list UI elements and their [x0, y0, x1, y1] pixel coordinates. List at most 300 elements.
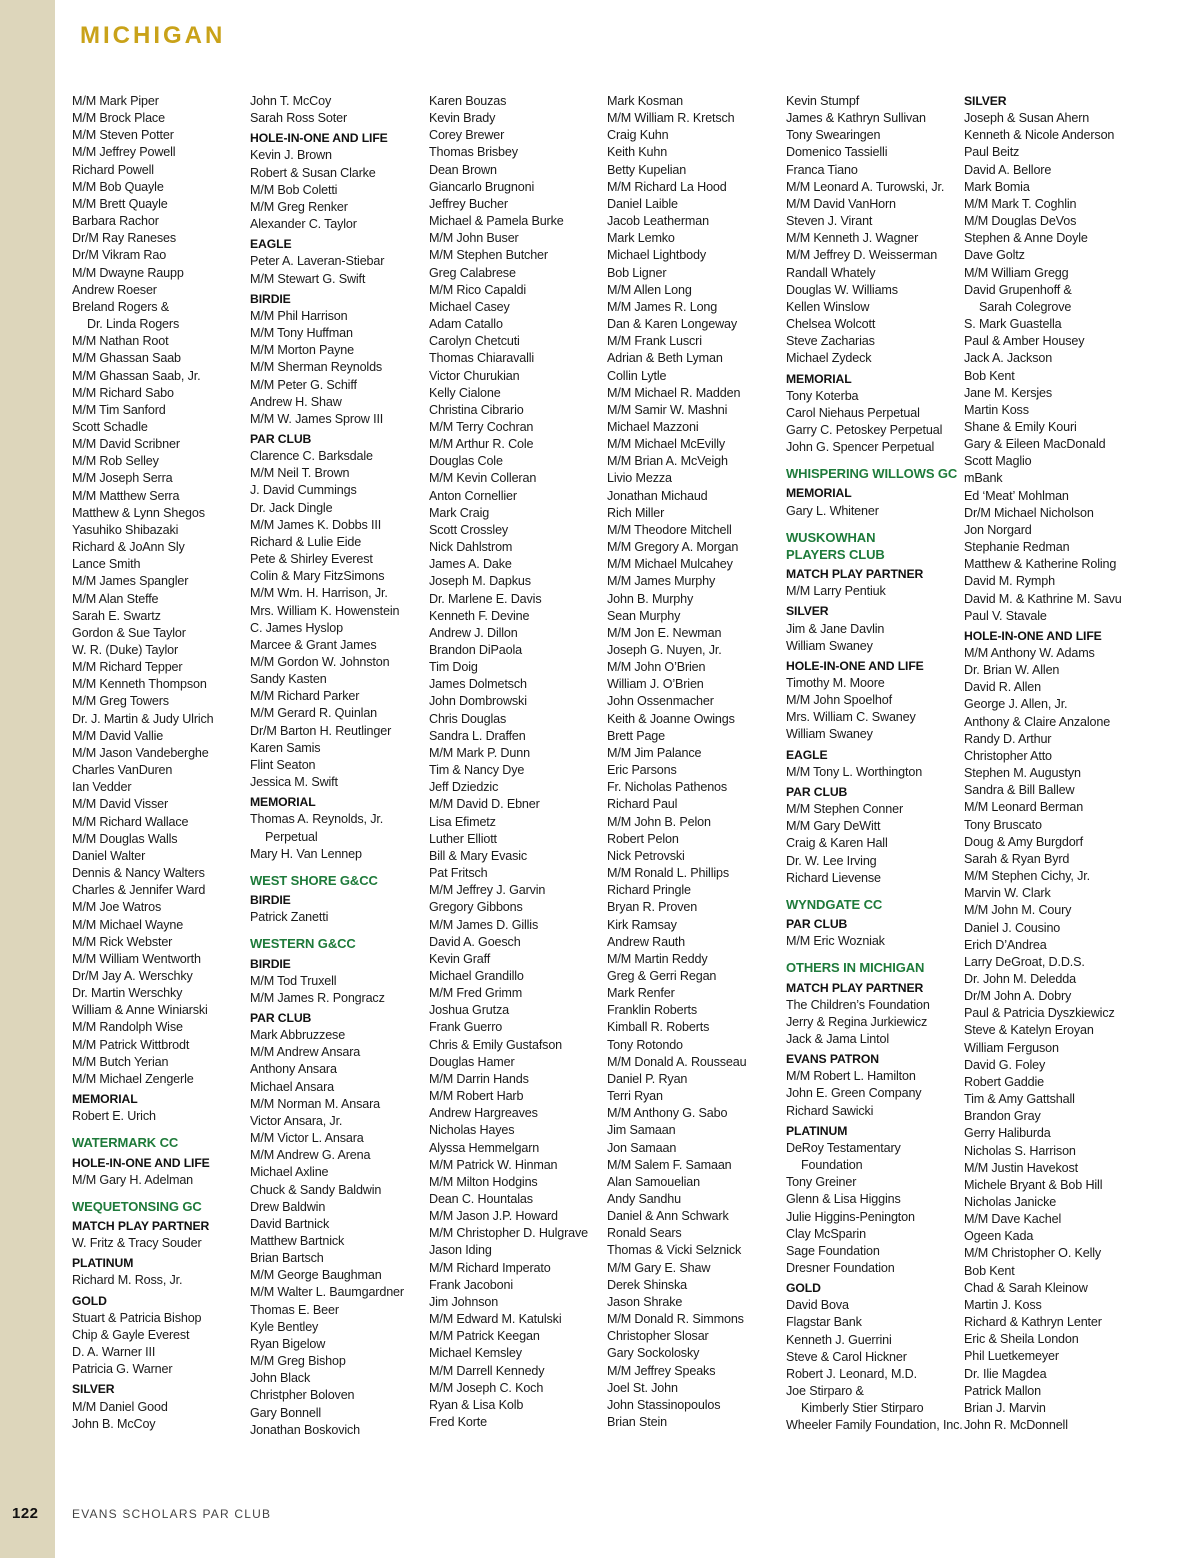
donor-name: Ed ‘Meat’ Mohlman [964, 488, 1069, 503]
donor-name: Dr. Marlene E. Davis [429, 591, 542, 606]
donor-name: Michael Kemsley [429, 1346, 522, 1361]
donor-name: Garry C. Petoskey Perpetual [786, 422, 943, 437]
donor-name: M/M Theodore Mitchell [607, 522, 732, 537]
donor-name: M/M Larry Pentiuk [786, 584, 886, 599]
donor-name: Lisa Efimetz [429, 814, 496, 829]
donor-name: Jeffrey Bucher [429, 196, 508, 211]
giving-level-heading: PLATINUM [786, 1123, 848, 1138]
donor-name: Matthew Bartnick [250, 1234, 345, 1248]
donor-name: Gregory Gibbons [429, 900, 523, 915]
donor-name: M/M Gerard R. Quinlan [250, 706, 378, 721]
donor-name: William Swaney [786, 638, 873, 653]
giving-level-heading: EAGLE [250, 237, 292, 252]
donor-name: Thomas Chiaravalli [429, 351, 535, 366]
giving-level-heading: SILVER [72, 1382, 115, 1397]
donor-name: Kenneth & Nicole Anderson [964, 128, 1115, 143]
donor-name: M/M Darrell Kennedy [429, 1363, 545, 1378]
donor-name: Glenn & Lisa Higgins [786, 1192, 901, 1207]
donor-name: Christopher Slosar [607, 1329, 709, 1344]
donor-name: Gary Bonnell [250, 1405, 322, 1420]
donor-name: Richard & Lulie Eide [250, 534, 362, 549]
donor-name: Ian Vedder [72, 780, 132, 795]
giving-level-heading: PAR CLUB [250, 1010, 312, 1025]
donor-name: Matthew & Katherine Roling [964, 557, 1117, 572]
donor-name-continued: Kimberly Stier Stirparo [801, 1401, 924, 1416]
donor-name: Thomas & Vicki Selznick [607, 1243, 742, 1258]
donor-name: Dr. Brian W. Allen [964, 663, 1060, 678]
donor-name: M/M Matthew Serra [72, 488, 180, 503]
donor-name: M/M Richard Sabo [72, 385, 174, 400]
donor-name: Nicholas Hayes [429, 1123, 515, 1138]
donor-name: James & Kathryn Sullivan [786, 111, 926, 126]
donor-name: M/M David VanHorn [786, 196, 896, 211]
donor-name: J. David Cummings [250, 483, 357, 498]
donor-name: Betty Kupelian [607, 162, 687, 177]
donor-name: Randall Whately [786, 265, 876, 280]
donor-name: Breland Rogers & [72, 299, 170, 314]
donor-name: Carolyn Chetcuti [429, 334, 520, 349]
donor-name: David M. Rymph [964, 574, 1055, 589]
donor-name: Pete & Shirley Everest [250, 552, 373, 567]
donor-name: Chris & Emily Gustafson [429, 1037, 563, 1052]
donor-name: Mark Craig [429, 505, 490, 520]
donor-name: Anthony & Claire Anzalone [964, 714, 1111, 729]
column-5 [786, 93, 962, 1435]
donor-name: Dr/M Jay A. Werschky [72, 968, 193, 983]
donor-name: Jacob Leatherman [607, 214, 709, 229]
donor-name: Flagstar Bank [786, 1315, 862, 1330]
donor-name: Dr/M John A. Dobry [964, 989, 1072, 1004]
donor-name: M/M Ghassan Saab [72, 351, 181, 366]
donor-name: Michael & Pamela Burke [429, 214, 564, 229]
giving-level-heading: BIRDIE [250, 893, 291, 908]
giving-level-heading: PLATINUM [72, 1256, 134, 1271]
donor-name: Daniel & Ann Schwark [607, 1209, 729, 1224]
donor-name: Tony Rotondo [607, 1037, 683, 1052]
donor-name: Sean Murphy [607, 608, 681, 623]
giving-level-heading: MEMORIAL [250, 795, 316, 810]
donor-name: John G. Spencer Perpetual [786, 440, 935, 455]
donor-name: Mark Kosman [607, 94, 684, 108]
club-heading: WYNDGATE CC [786, 896, 883, 912]
donor-name: Thomas A. Reynolds, Jr. [250, 812, 384, 827]
donor-name: Domenico Tassielli [786, 145, 888, 160]
donor-name: M/M Douglas Walls [72, 831, 178, 846]
donor-name: M/M Greg Towers [72, 694, 169, 709]
donor-name: M/M Tod Truxell [250, 973, 337, 988]
donor-name: M/M Greg Bishop [250, 1354, 346, 1369]
donor-name: M/M Andrew G. Arena [250, 1148, 371, 1163]
donor-name: M/M Donald R. Simmons [607, 1312, 744, 1327]
donor-name: M/M Donald A. Rousseau [607, 1054, 747, 1069]
club-heading: WUSKOWHAN [786, 529, 876, 545]
donor-name: Chip & Gayle Everest [72, 1327, 190, 1342]
donor-name: M/M Bob Quayle [72, 179, 164, 194]
donor-name: M/M Michael R. Madden [607, 385, 741, 400]
donor-name: M/M Christopher O. Kelly [964, 1246, 1102, 1261]
donor-name: Jim Samaan [607, 1123, 676, 1138]
donor-name: Tony Swearingen [786, 128, 881, 143]
donor-name: M/M Gary H. Adelman [72, 1172, 194, 1187]
donor-name: S. Mark Guastella [964, 317, 1062, 332]
donor-name: Nicholas Janicke [964, 1195, 1057, 1209]
donor-name: Michele Bryant & Bob Hill [964, 1177, 1103, 1192]
donor-name: mBank [964, 471, 1003, 486]
donor-name: Doug & Amy Burgdorf [964, 834, 1083, 849]
donor-name: William Swaney [786, 727, 873, 742]
donor-name: Giancarlo Brugnoni [429, 179, 535, 194]
donor-name: M/M Gregory A. Morgan [607, 540, 739, 555]
donor-name: Jack & Jama Lintol [786, 1031, 889, 1046]
donor-name: M/M Darrin Hands [429, 1071, 529, 1086]
donor-name: Dr. Ilie Magdea [964, 1366, 1047, 1381]
donor-name: Richard Paul [607, 797, 678, 812]
donor-name: Christina Cibrario [429, 402, 524, 417]
donor-name: Richard Sawicki [786, 1103, 874, 1118]
giving-level-heading: GOLD [72, 1293, 107, 1308]
donor-name: M/M William Wentworth [72, 951, 201, 966]
giving-level-heading: MEMORIAL [786, 486, 852, 501]
donor-name: M/M Tony Huffman [250, 326, 353, 341]
donor-name: Brett Page [607, 728, 666, 743]
donor-name: Franklin Roberts [607, 1003, 697, 1018]
donor-name: Robert J. Leonard, M.D. [786, 1366, 917, 1381]
donor-name: Nicholas S. Harrison [964, 1143, 1076, 1158]
donor-name: M/M Leonard Berman [964, 800, 1084, 815]
donor-name: Yasuhiko Shibazaki [72, 522, 179, 537]
donor-name: M/M Martin Reddy [607, 951, 708, 966]
donor-name: Brian Stein [607, 1415, 667, 1430]
donor-name: David M. & Kathrine M. Savu [964, 591, 1122, 606]
donor-name: M/M Leonard A. Turowski, Jr. [786, 179, 945, 194]
donor-name: M/M Jon E. Newman [607, 625, 722, 640]
donor-name: Richard M. Ross, Jr. [72, 1273, 183, 1288]
donor-name: Charles & Jennifer Ward [72, 883, 206, 898]
donor-name: Stephen & Anne Doyle [964, 231, 1088, 246]
donor-name: M/M Wm. H. Harrison, Jr. [250, 586, 388, 601]
donor-name: DeRoy Testamentary [786, 1140, 901, 1155]
donor-name: Michael Zydeck [786, 351, 872, 366]
donor-name: William Ferguson [964, 1040, 1059, 1055]
donor-name: Dennis & Nancy Walters [72, 866, 205, 881]
donor-name: Mary H. Van Lennep [250, 846, 362, 861]
donor-name: M/M Stephen Conner [786, 802, 904, 817]
donor-name: Stephen M. Augustyn [964, 766, 1081, 781]
donor-name: Gordon & Sue Taylor [72, 625, 186, 640]
donor-name: Kevin Brady [429, 111, 496, 126]
donor-name: M/M David Visser [72, 797, 169, 812]
donor-name: Kimball R. Roberts [607, 1020, 710, 1035]
donor-name: Joshua Grutza [429, 1003, 509, 1018]
giving-level-heading: HOLE-IN-ONE AND LIFE [72, 1155, 210, 1170]
donor-name: M/M Tony L. Worthington [786, 764, 923, 779]
donor-name: Ryan & Lisa Kolb [429, 1397, 524, 1412]
donor-name: M/M Jeffrey Speaks [607, 1363, 716, 1378]
donor-name: Charles VanDuren [72, 763, 173, 778]
donor-name: Tony Greiner [786, 1175, 857, 1190]
donor-name: Kevin Graff [429, 951, 491, 966]
donor-name: M/M Bob Coletti [250, 182, 338, 197]
donor-name: Sandra L. Draffen [429, 728, 526, 743]
donor-name: Franca Tiano [786, 162, 858, 177]
donor-name: M/M Fred Grimm [429, 986, 523, 1001]
donor-name: M/M Tim Sanford [72, 402, 166, 417]
donor-name: Robert E. Urich [72, 1109, 156, 1124]
donor-name: Robert Gaddie [964, 1074, 1044, 1089]
donor-name: Keith & Joanne Owings [607, 711, 735, 726]
donor-name: Kenneth J. Guerrini [786, 1332, 892, 1347]
donor-name: Gary L. Whitener [786, 503, 879, 518]
donor-name: Steve & Katelyn Eroyan [964, 1023, 1094, 1038]
donor-name: M/M Richard Imperato [429, 1260, 551, 1275]
donor-name: Patrick Mallon [964, 1383, 1041, 1398]
donor-name: Marcee & Grant James [250, 637, 377, 652]
donor-name: Luther Elliott [429, 831, 497, 846]
donor-name: Bob Ligner [607, 265, 667, 280]
donor-name: Sarah Ross Soter [250, 111, 347, 126]
donor-name: M/M Terry Cochran [429, 419, 534, 434]
donor-name: Derek Shinska [607, 1277, 687, 1292]
donor-name: Frank Guerro [429, 1020, 503, 1035]
giving-level-heading: MATCH PLAY PARTNER [786, 980, 924, 995]
donor-name: M/M Edward M. Katulski [429, 1312, 562, 1327]
donor-name: M/M William Gregg [964, 265, 1069, 280]
left-margin-stripe [0, 0, 55, 1558]
donor-name: M/M Jason Vandeberghe [72, 745, 209, 760]
donor-name: M/M James Spangler [72, 574, 189, 589]
donor-name: Erich D’Andrea [964, 937, 1047, 952]
donor-name: Jim & Jane Davlin [786, 621, 885, 636]
donor-name: Frank Jacoboni [429, 1277, 514, 1292]
donor-name: James A. Dake [429, 557, 512, 572]
donor-name: Daniel P. Ryan [607, 1071, 688, 1086]
donor-name: M/M Justin Havekost [964, 1160, 1079, 1175]
donor-name: Michael Lightbody [607, 248, 706, 263]
donor-name-continued: Foundation [801, 1158, 863, 1173]
giving-level-heading: HOLE-IN-ONE AND LIFE [786, 658, 924, 673]
donor-name: Ryan Bigelow [250, 1336, 326, 1351]
donor-name: Andrew Hargreaves [429, 1106, 538, 1121]
donor-name: M/M William R. Kretsch [607, 111, 735, 126]
donor-name: John B. Murphy [607, 591, 694, 606]
donor-name: Kellen Winslow [786, 299, 870, 314]
donor-name: Andrew Rauth [607, 934, 686, 949]
donor-name: Dr/M Michael Nicholson [964, 505, 1094, 520]
donor-name: Steve & Carol Hickner [786, 1349, 907, 1364]
donor-name: M/M Stewart G. Swift [250, 271, 366, 286]
giving-level-heading: SILVER [786, 604, 829, 619]
donor-name: Dr. W. Lee Irving [786, 853, 877, 868]
donor-name: M/M Michael Mulcahey [607, 557, 733, 572]
donor-name: M/M James Murphy [607, 574, 716, 589]
column-1 [72, 93, 248, 1433]
donor-name: M/M Gary E. Shaw [607, 1260, 711, 1275]
donor-name: Dr. J. Martin & Judy Ulrich [72, 711, 214, 726]
donor-name: Clay McSparin [786, 1226, 866, 1241]
donor-name: Dr/M Vikram Rao [72, 248, 167, 263]
donor-name: Fr. Nicholas Pathenos [607, 780, 728, 795]
donor-name: M/M Gordon W. Johnston [250, 655, 390, 669]
donor-name: Alyssa Hemmelgarn [429, 1140, 540, 1155]
donor-name: Thomas E. Beer [250, 1302, 339, 1317]
donor-name: Scott Crossley [429, 522, 509, 537]
donor-name: M/M Mark Piper [72, 94, 159, 108]
donor-name: William & Anne Winiarski [72, 1003, 208, 1018]
donor-name: Flint Seaton [250, 757, 316, 772]
donor-name: Christopher Atto [964, 748, 1052, 763]
donor-name: M/M Nathan Root [72, 334, 169, 349]
donor-name: David G. Foley [964, 1057, 1046, 1072]
donor-name: Corey Brewer [429, 128, 505, 143]
donor-name: John T. McCoy [250, 94, 332, 108]
donor-name: M/M Randolph Wise [72, 1020, 183, 1035]
donor-name: Jessica M. Swift [250, 775, 338, 790]
donor-name: M/M Ronald L. Phillips [607, 866, 729, 881]
donor-name: David Bartnick [250, 1216, 330, 1231]
donor-name-continued: Sarah Colegrove [979, 299, 1072, 314]
donor-name: Jason Iding [429, 1243, 492, 1258]
donor-name: Robert Pelon [607, 831, 679, 846]
donor-name: Victor Churukian [429, 368, 520, 383]
donor-name: Patrick Zanetti [250, 910, 329, 925]
donor-name: Joel St. John [607, 1380, 678, 1395]
donor-name: Mrs. William K. Howenstein [250, 603, 400, 618]
donor-name: M/M Kenneth Thompson [72, 677, 207, 692]
donor-name: Dan & Karen Longeway [607, 317, 738, 332]
donor-name: Barbara Rachor [72, 214, 159, 229]
donor-columns [72, 93, 1134, 1493]
giving-level-heading: EAGLE [786, 747, 828, 762]
donor-name: Ogeen Kada [964, 1229, 1034, 1244]
donor-name: Kelly Cialone [429, 385, 501, 400]
donor-name: M/M John Buser [429, 231, 519, 246]
donor-name: Brian Bartsch [250, 1251, 324, 1266]
donor-name: Mark Bomia [964, 179, 1030, 194]
donor-name: Thomas Brisbey [429, 145, 518, 160]
donor-name: M/M Joe Watros [72, 900, 162, 915]
donor-name: Julie Higgins-Penington [786, 1209, 915, 1224]
donor-name: Michael Ansara [250, 1079, 335, 1094]
donor-name: Mrs. William C. Swaney [786, 710, 916, 725]
donor-name: M/M Jim Palance [607, 745, 702, 760]
donor-name: M/M Andrew Ansara [250, 1045, 361, 1060]
donor-name: Marvin W. Clark [964, 886, 1051, 901]
donor-name: Joseph G. Nuyen, Jr. [607, 643, 722, 657]
donor-name: Richard Lievense [786, 870, 881, 885]
donor-name: W. Fritz & Tracy Souder [72, 1236, 202, 1251]
donor-name: Scott Schadle [72, 419, 148, 434]
donor-name: M/M Steven Potter [72, 128, 174, 143]
donor-name: Victor Ansara, Jr. [250, 1113, 343, 1128]
donor-name: Adam Catallo [429, 317, 503, 332]
donor-name: Gary & Eileen MacDonald [964, 437, 1106, 452]
donor-name: M/M Brett Quayle [72, 196, 168, 211]
donor-name: John Dombrowski [429, 694, 527, 709]
donor-name: Craig & Karen Hall [786, 836, 888, 851]
donor-name: Timothy M. Moore [786, 676, 885, 690]
donor-name: M/M John O’Brien [607, 660, 706, 675]
donor-name: Terri Ryan [607, 1089, 663, 1104]
giving-level-heading: SILVER [964, 94, 1007, 108]
donor-name: Greg & Gerri Regan [607, 968, 717, 983]
donor-name: Chelsea Wolcott [786, 317, 876, 332]
donor-name: Michael Grandillo [429, 968, 524, 983]
donor-name: M/M Victor L. Ansara [250, 1131, 364, 1146]
giving-level-heading: EVANS PATRON [786, 1052, 879, 1067]
donor-name: Dave Goltz [964, 248, 1025, 263]
donor-name: M/M James D. Gillis [429, 917, 539, 932]
donor-name: Sage Foundation [786, 1243, 880, 1258]
club-heading: WATERMARK CC [72, 1135, 179, 1151]
donor-name: Martin J. Koss [964, 1297, 1042, 1312]
column-4 [607, 93, 783, 1431]
donor-name: Stephanie Redman [964, 540, 1070, 555]
donor-name: Kyle Bentley [250, 1319, 319, 1334]
donor-name: Anthony Ansara [250, 1062, 337, 1077]
donor-name: M/M Michael Wayne [72, 917, 184, 932]
donor-name: Stuart & Patricia Bishop [72, 1310, 202, 1325]
donor-name: W. R. (Duke) Taylor [72, 643, 179, 657]
donor-name: Carol Niehaus Perpetual [786, 405, 920, 420]
donor-name: M/M Stephen Butcher [429, 248, 548, 263]
donor-name: Jack A. Jackson [964, 351, 1053, 366]
donor-name: M/M Frank Luscri [607, 334, 702, 349]
giving-level-heading: BIRDIE [250, 956, 291, 971]
donor-name: David A. Bellore [964, 162, 1052, 177]
donor-name: M/M Peter G. Schiff [250, 377, 357, 392]
donor-name: Eric Parsons [607, 763, 677, 778]
donor-name: Mark Abbruzzese [250, 1028, 346, 1043]
donor-name: Paul V. Stavale [964, 608, 1047, 623]
footer-publication-title: EVANS SCHOLARS PAR CLUB [72, 1507, 272, 1521]
donor-name: Lance Smith [72, 557, 141, 572]
donor-name: M/M Richard Tepper [72, 660, 183, 675]
donor-name: Tim & Amy Gattshall [964, 1092, 1075, 1107]
donor-name: Andrew H. Shaw [250, 394, 342, 409]
donor-name: M/M Jason J.P. Howard [429, 1209, 558, 1224]
donor-name: Sandy Kasten [250, 672, 327, 687]
donor-name: M/M Eric Wozniak [786, 934, 885, 949]
donor-name: John Ossenmacher [607, 694, 714, 709]
club-heading: WESTERN G&CC [250, 936, 356, 952]
donor-name: Joseph & Susan Ahern [964, 111, 1090, 126]
donor-name: John E. Green Company [786, 1086, 922, 1101]
donor-name: Kenneth F. Devine [429, 608, 530, 623]
donor-name: Jeff Dziedzic [429, 780, 499, 795]
donor-name: Chris Douglas [429, 711, 507, 726]
donor-name: M/M Patrick Keegan [429, 1329, 540, 1344]
donor-name: M/M James K. Dobbs III [250, 517, 382, 532]
donor-name: Mark Lemko [607, 231, 675, 246]
donor-name: Andrew Roeser [72, 282, 157, 297]
donor-name: Karen Bouzas [429, 94, 507, 108]
donor-name: Jon Norgard [964, 522, 1032, 537]
donor-name: Nick Dahlstrom [429, 540, 513, 555]
donor-name: M/M Norman M. Ansara [250, 1096, 380, 1111]
donor-name: Andrew J. Dillon [429, 625, 518, 640]
donor-name: M/M Richard Wallace [72, 814, 189, 829]
donor-name: Kirk Ramsay [607, 917, 677, 932]
giving-level-heading: PAR CLUB [786, 784, 848, 799]
donor-name: M/M James R. Long [607, 299, 718, 314]
donor-name: M/M Greg Renker [250, 199, 348, 214]
donor-name: M/M Joseph Serra [72, 471, 173, 486]
donor-name: M/M Rick Webster [72, 934, 173, 949]
donor-name: Dr. John M. Deledda [964, 971, 1076, 986]
donor-name: Brandon DiPaola [429, 643, 522, 657]
club-heading: OTHERS IN MICHIGAN [786, 960, 925, 976]
donor-name: Alexander C. Taylor [250, 217, 357, 232]
